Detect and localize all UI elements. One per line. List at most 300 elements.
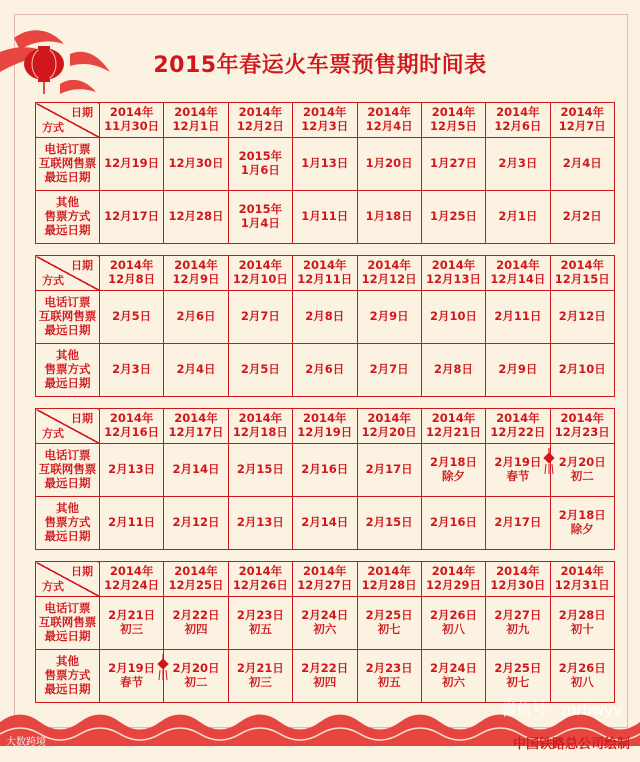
date-header-line: 2014年 [367,564,411,579]
presale-date-cell [293,497,357,550]
presale-date-line: 初四 [184,622,208,636]
presale-date-line: 1月27日 [430,155,478,170]
date-header-cell [486,256,550,291]
presale-date-value [239,150,283,178]
presale-date-value [366,210,413,224]
presale-date-cell [164,191,228,244]
presale-date-line: 2月11日 [494,308,542,323]
schedule-table [35,561,615,703]
date-header-line: 12月8日 [108,272,156,286]
presale-date-value [430,310,477,324]
presale-date-line: 2月17日 [365,461,413,476]
presale-date-cell [550,497,614,550]
presale-date-value [108,516,155,530]
presale-date-line: 2月20日 [172,661,220,676]
date-header-cell [486,562,550,597]
corner-date-label: 日期 [71,259,93,272]
date-header-cell [100,409,164,444]
date-header-cell [550,409,614,444]
presale-date-cell [421,650,485,703]
presale-date-cell [164,344,228,397]
date-header-cell [550,103,614,138]
presale-date-cell [357,597,421,650]
presale-date-cell [164,444,228,497]
presale-date-cell [421,344,485,397]
date-header-line: 2014年 [238,564,283,579]
presale-date-line: 初十 [570,622,594,636]
date-header-line: 12月28日 [361,578,417,592]
date-header-cell [164,256,228,291]
presale-date-line: 初八 [570,675,594,689]
presale-date-value [430,210,477,224]
presale-date-cell [486,138,550,191]
date-header-line: 2014年 [496,258,540,273]
presale-date-line: 2月28日 [558,608,606,623]
date-header-line: 12月16日 [104,425,160,439]
presale-date-cell [486,650,550,703]
presale-date-value [430,516,477,530]
header-corner [36,409,100,444]
corner-method-label: 方式 [42,426,64,440]
presale-date-cell [228,138,292,191]
date-header-line: 12月15日 [554,272,610,286]
date-header-line: 12月13日 [426,272,482,286]
presale-date-line: 2月12日 [558,308,606,323]
presale-date-value [370,363,409,377]
presale-date-line: 2月9日 [498,361,538,376]
presale-date-line: 2月22日 [301,661,349,676]
date-header-line: 12月17日 [168,425,224,439]
date-header-cell [228,562,292,597]
date-header-line: 2014年 [431,105,476,120]
presale-date-line: 2015年 [238,149,283,164]
presale-date-cell [486,344,550,397]
presale-date-cell [421,291,485,344]
presale-date-line: 初九 [506,622,530,636]
presale-date-value [301,516,348,530]
row-label [36,444,100,497]
date-header-line: 2014年 [174,105,218,120]
presale-date-cell [421,597,485,650]
date-header-line: 12月24日 [104,578,160,592]
presale-date-line: 春节 [120,675,144,689]
date-header-cell [100,256,164,291]
presale-date-value [559,363,606,377]
presale-date-value [494,456,541,484]
presale-date-line: 初六 [313,622,337,636]
presale-date-value [366,662,413,690]
date-header-line: 2014年 [109,105,154,120]
presale-date-value [104,210,159,224]
presale-date-line: 2月5日 [240,361,280,376]
row-label-line: 互联网售票 [38,309,97,324]
presale-date-value [430,662,477,690]
date-header-line: 12月22日 [490,425,546,439]
presale-date-line: 1月20日 [365,155,413,170]
row-label [36,597,100,650]
row-label-line: 售票方式 [44,209,91,224]
presale-date-cell [228,291,292,344]
date-header-cell [100,562,164,597]
presale-date-value [173,662,220,690]
presale-date-value [237,609,284,637]
brand-watermark: 大数跨境 [6,737,46,748]
presale-date-line: 2月8日 [434,361,474,376]
row-label-line: 电话订票 [44,448,91,463]
presale-date-cell [293,597,357,650]
presale-date-cell [100,650,164,703]
date-header-cell [164,409,228,444]
header-corner [36,103,100,138]
presale-date-value [559,456,606,484]
presale-date-value [173,463,220,477]
presale-date-line: 2月24日 [301,608,349,623]
schedule-table [35,255,615,397]
presale-date-cell [550,291,614,344]
presale-date-value [177,310,216,324]
presale-date-value [430,609,477,637]
presale-date-cell [486,444,550,497]
date-header-cell [357,256,421,291]
row-label-line: 最远日期 [44,375,91,390]
presale-date-line: 2月5日 [112,308,152,323]
row-label-line: 最远日期 [44,681,91,696]
corner-method-label: 方式 [42,120,64,134]
presale-date-line: 初三 [248,675,272,689]
presale-date-line: 初七 [506,675,530,689]
schedule-table [35,408,615,550]
presale-date-line: 2月27日 [494,608,542,623]
presale-date-line: 2月12日 [172,514,220,529]
date-header-line: 2014年 [367,105,411,120]
presale-date-value [173,516,220,530]
presale-date-cell [486,497,550,550]
presale-date-line: 1月13日 [301,155,349,170]
presale-date-value [301,210,348,224]
date-header-line: 11月30日 [104,119,160,133]
presale-date-cell [357,291,421,344]
presale-date-value [430,456,477,484]
presale-date-line: 初二 [570,469,594,483]
date-header-cell [164,103,228,138]
date-header-line: 12月25日 [168,578,224,592]
presale-date-value [241,310,280,324]
row-label-line: 最远日期 [44,628,91,643]
date-header-line: 2014年 [238,411,283,426]
presale-date-line: 2月14日 [301,514,349,529]
presale-date-line: 2月26日 [430,608,478,623]
presale-date-cell [486,597,550,650]
header-corner [36,562,100,597]
presale-date-value [494,310,541,324]
presale-date-line: 2月4日 [176,361,216,376]
presale-date-value [494,662,541,690]
date-header-line: 2014年 [303,411,347,426]
date-header-cell [357,409,421,444]
row-label [36,344,100,397]
presale-date-line: 2月7日 [240,308,280,323]
date-header-line: 2014年 [560,105,605,120]
date-header-line: 12月18日 [232,425,288,439]
date-header-line: 12月26日 [232,578,288,592]
presale-date-line: 2月16日 [430,514,478,529]
presale-date-line: 12月28日 [168,208,224,223]
presale-date-cell [100,444,164,497]
presale-date-cell [357,497,421,550]
date-header-line: 2014年 [496,411,540,426]
presale-date-line: 2月11日 [108,514,156,529]
presale-date-line: 2月14日 [172,461,220,476]
date-header-cell [293,409,357,444]
row-label-line: 售票方式 [44,668,91,683]
presale-date-cell [293,650,357,703]
date-header-line: 12月29日 [426,578,482,592]
presale-date-line: 2月18日 [430,455,478,470]
presale-date-value [173,609,220,637]
presale-date-value [301,609,348,637]
date-header-line: 2014年 [367,411,411,426]
presale-date-cell [164,291,228,344]
presale-date-value [177,363,216,377]
presale-date-line: 2月25日 [365,608,413,623]
presale-date-cell [164,650,228,703]
presale-date-value [559,509,606,537]
presale-date-value [430,157,477,171]
row-label [36,650,100,703]
date-header-line: 12月7日 [558,119,606,133]
row-label-line: 互联网售票 [38,462,97,477]
presale-date-line: 2月16日 [301,461,349,476]
presale-date-line: 初八 [442,622,466,636]
schedule-table [35,102,615,244]
date-header-cell [100,103,164,138]
presale-date-value [237,463,284,477]
presale-date-cell [421,444,485,497]
date-header-line: 2014年 [109,258,154,273]
presale-date-cell [164,138,228,191]
presale-date-cell [550,344,614,397]
row-label [36,138,100,191]
row-label-line: 其他 [56,348,79,363]
presale-date-value [108,463,155,477]
presale-date-value [169,210,224,224]
presale-date-line: 2月15日 [365,514,413,529]
presale-date-line: 2月1日 [498,208,538,223]
presale-date-line: 2月13日 [108,461,156,476]
presale-date-cell [100,191,164,244]
row-label-line: 互联网售票 [38,156,97,171]
presale-date-value [366,157,413,171]
date-header-cell [550,256,614,291]
presale-date-line: 2月19日 [108,661,156,676]
presale-date-cell [486,291,550,344]
presale-date-value [494,609,541,637]
row-label-line: 互联网售票 [38,615,97,630]
date-header-line: 12月30日 [490,578,546,592]
date-header-cell [164,562,228,597]
presale-date-line: 1月11日 [301,208,349,223]
phone-online-row [36,597,615,650]
date-header-cell [357,103,421,138]
row-label [36,497,100,550]
row-label-line: 其他 [56,195,79,210]
presale-date-line: 2月2日 [562,208,602,223]
date-header-line: 12月3日 [301,119,349,133]
row-label-line: 最远日期 [44,169,91,184]
presale-date-cell [100,138,164,191]
presale-date-value [112,363,151,377]
date-header-cell [228,409,292,444]
presale-date-cell [421,497,485,550]
presale-date-cell [228,191,292,244]
date-header-line: 2014年 [431,411,476,426]
date-header-line: 2014年 [174,564,218,579]
presale-date-value [370,310,409,324]
date-header-cell [421,256,485,291]
date-header-line: 2014年 [496,564,540,579]
presale-date-line: 1月4日 [240,216,280,230]
presale-date-line: 除夕 [442,469,466,483]
presale-date-line: 2月10日 [558,361,606,376]
presale-date-cell [550,138,614,191]
presale-date-cell [293,138,357,191]
presale-date-line: 初七 [377,622,401,636]
presale-date-cell [228,497,292,550]
presale-date-line: 初六 [442,675,466,689]
date-header-cell [293,562,357,597]
presale-date-cell [421,191,485,244]
presale-date-value [239,203,283,231]
date-header-line: 12月23日 [554,425,610,439]
presale-date-cell [293,444,357,497]
presale-date-cell [486,191,550,244]
date-header-line: 12月31日 [554,578,610,592]
presale-date-line: 12月19日 [104,155,160,170]
presale-date-value [366,463,413,477]
presale-date-value [108,662,155,690]
row-label-line: 最远日期 [44,322,91,337]
row-label [36,191,100,244]
presale-date-value [559,662,606,690]
presale-date-value [559,310,606,324]
date-header-line: 2014年 [303,105,347,120]
presale-date-line: 1月6日 [240,163,280,177]
presale-date-value [305,310,344,324]
presale-date-line: 2月21日 [108,608,156,623]
row-label-line: 电话订票 [44,142,91,157]
presale-date-value [434,363,473,377]
date-header-line: 12月9日 [172,272,220,286]
presale-date-cell [100,344,164,397]
page-title: 2015年春运火车票预售期时间表 [153,53,487,78]
presale-date-line: 初四 [313,675,337,689]
presale-date-line: 2月17日 [494,514,542,529]
presale-date-line: 2月20日 [558,455,606,470]
wechat-watermark: 微信号：mrbwyv [501,701,622,719]
presale-date-cell [100,497,164,550]
date-header-line: 12月5日 [430,119,478,133]
date-header-line: 2014年 [174,411,218,426]
other-methods-row [36,497,615,550]
date-header-line: 12月12日 [361,272,417,286]
date-header-cell [228,103,292,138]
presale-date-line: 初五 [248,622,272,636]
presale-date-cell [550,650,614,703]
presale-date-line: 2月6日 [305,361,345,376]
presale-date-cell [228,344,292,397]
row-label-line: 其他 [56,654,79,669]
date-header-line: 2014年 [431,258,476,273]
presale-date-value [498,363,537,377]
row-label-line: 最远日期 [44,528,91,543]
date-header-line: 12月11日 [297,272,353,286]
presale-date-line: 2015年 [238,202,283,217]
presale-date-cell [550,191,614,244]
presale-date-value [169,157,224,171]
row-label-line: 最远日期 [44,475,91,490]
date-header-cell [421,103,485,138]
presale-date-cell [550,444,614,497]
date-header-cell [357,562,421,597]
presale-date-line: 初五 [377,675,401,689]
presale-date-value [494,516,541,530]
row-label-line: 售票方式 [44,515,91,530]
presale-date-line: 2月4日 [562,155,602,170]
presale-date-line: 2月23日 [236,608,284,623]
presale-date-line: 2月9日 [369,308,409,323]
presale-date-cell [550,597,614,650]
presale-date-cell [357,138,421,191]
date-header-line: 2014年 [238,258,283,273]
date-header-line: 12月6日 [494,119,542,133]
presale-date-value [498,157,537,171]
phone-online-row [36,444,615,497]
row-label-line: 其他 [56,501,79,516]
presale-date-line: 初三 [120,622,144,636]
date-header-line: 12月4日 [365,119,413,133]
presale-date-value [241,363,280,377]
presale-date-value [563,157,602,171]
presale-date-value [305,363,344,377]
presale-date-line: 初二 [184,675,208,689]
corner-date-label: 日期 [71,106,93,119]
date-header-line: 2014年 [560,564,605,579]
date-header-line: 2014年 [109,564,154,579]
date-header-cell [550,562,614,597]
presale-date-cell [357,444,421,497]
presale-date-cell [100,291,164,344]
date-header-line: 2014年 [303,564,347,579]
presale-date-cell [357,650,421,703]
presale-date-line: 2月3日 [498,155,538,170]
presale-date-cell [293,191,357,244]
presale-date-line: 2月18日 [558,508,606,523]
presale-date-value [301,463,348,477]
date-header-line: 2014年 [238,105,283,120]
date-header-cell [486,103,550,138]
presale-date-cell [164,497,228,550]
presale-date-value [563,210,602,224]
date-header-line: 12月21日 [426,425,482,439]
date-header-line: 12月19日 [297,425,353,439]
presale-date-line: 12月17日 [104,208,160,223]
date-header-line: 12月20日 [361,425,417,439]
presale-date-cell [293,344,357,397]
date-header-cell [421,409,485,444]
presale-date-cell [228,597,292,650]
presale-date-line: 12月30日 [168,155,224,170]
date-header-line: 12月1日 [172,119,220,133]
